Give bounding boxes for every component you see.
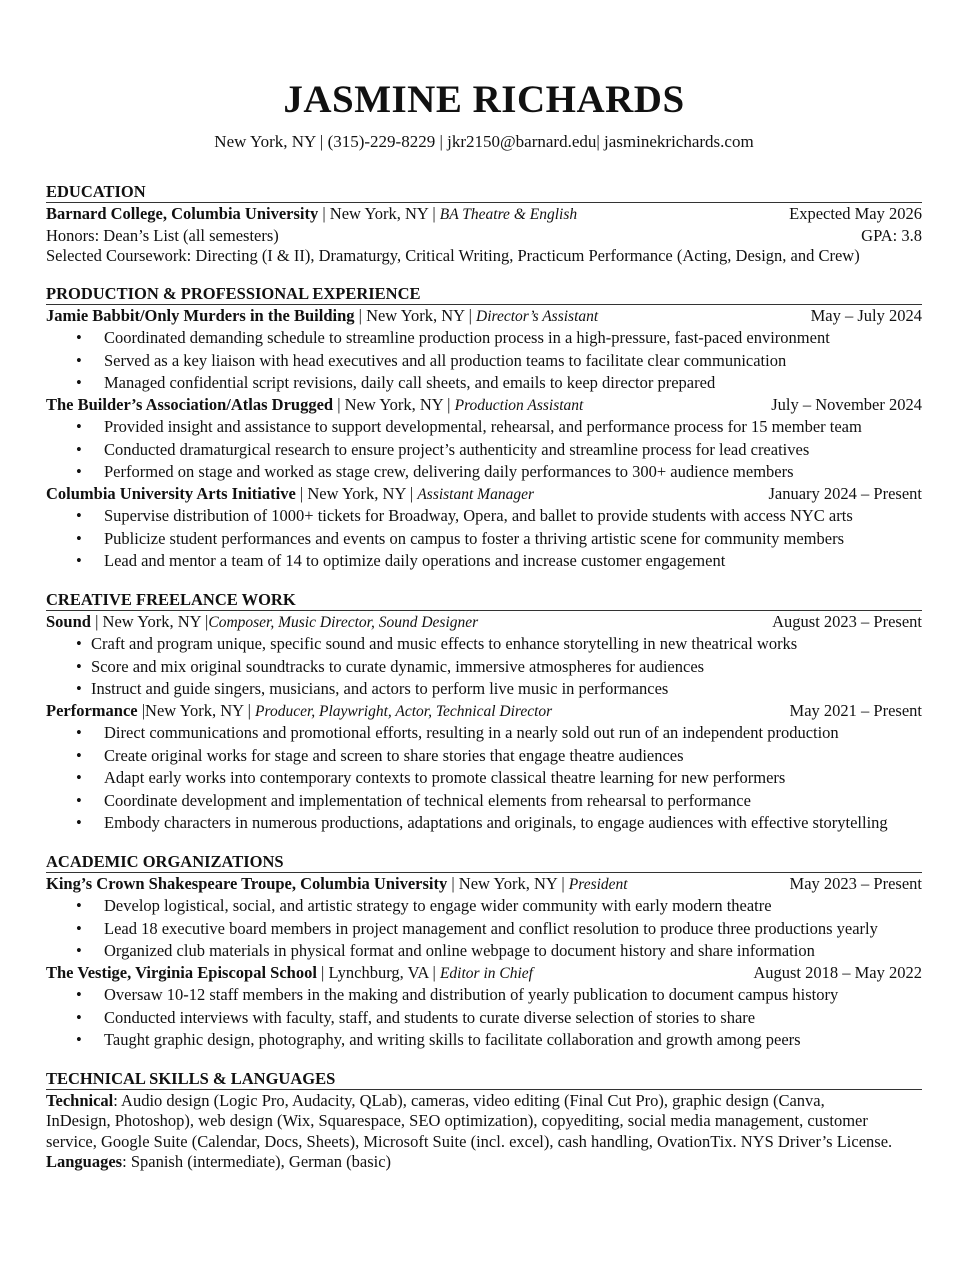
bullet-item: • Adapt early works into contemporary contexts to promote classical theatre learning for new performers: [46, 767, 922, 790]
bullet-item: • Score and mix original soundtracks to curate dynamic, immersive atmospheres for audiences: [46, 656, 922, 679]
bullet-item: • Publicize student performances and events on campus to foster a thriving artistic scene for community members: [46, 528, 922, 551]
bullet-item: • Taught graphic design, photography, and writing skills to facilitate collaboration and growth among peers: [46, 1029, 922, 1052]
candidate-name: JASMINE RICHARDS: [283, 78, 685, 121]
job-date: May 2023 – Present: [789, 873, 922, 893]
job-role: Production Assistant: [454, 396, 584, 414]
job-location: | New York, NY |: [90, 611, 209, 631]
job-role: Editor in Chief: [439, 964, 533, 982]
section-title-skills: TECHNICAL SKILLS & LANGUAGES: [46, 1069, 922, 1090]
job-date: May 2021 – Present: [789, 700, 922, 720]
coursework: Selected Coursework: Directing (I & II), Dramaturgy, Critical Writing, Practicum Performance (Acting, Design, and Crew): [46, 246, 860, 265]
job-org: Performance: [46, 700, 138, 720]
honors-row: [46, 226, 922, 247]
job-header-row: [46, 484, 922, 506]
contact-line: New York, NY | (315)-229-8229 | jkr2150@barnard.edu| jasminekrichards.com: [214, 132, 754, 151]
bullet-item: • Coordinate development and implementation of technical elements from rehearsal to performance: [46, 790, 922, 813]
job-bullets: [46, 633, 922, 701]
languages-line: [46, 1152, 922, 1173]
technical-text-1: : Audio design (Logic Pro, Audacity, QLab), cameras, video editing (Final Cut Pro), graphic design (Canva,: [113, 1090, 825, 1110]
technical-skills-line-1: [46, 1091, 922, 1112]
resume-page: [46, 78, 922, 1173]
bullet-item: • Instruct and guide singers, musicians, and actors to perform live music in performances: [46, 678, 922, 701]
bullet-item: • Craft and program unique, specific sound and music effects to enhance storytelling in new theatrical works: [46, 633, 922, 656]
section-title-freelance: CREATIVE FREELANCE WORK: [46, 590, 922, 611]
freelance-section: [46, 590, 922, 835]
job-org: King’s Crown Shakespeare Troupe, Columbia University: [46, 873, 448, 893]
section-title-education: EDUCATION: [46, 182, 922, 203]
bullet-item: • Organized club materials in physical format and online webpage to document history and share information: [46, 940, 922, 963]
job-org: Columbia University Arts Initiative: [46, 483, 296, 503]
education-header-row: [46, 204, 922, 226]
job-role: Assistant Manager: [417, 485, 534, 503]
bullet-item: • Create original works for stage and screen to share stories that engage theatre audiences: [46, 745, 922, 768]
job-location: | New York, NY |: [354, 305, 477, 325]
languages-label: Languages: [46, 1152, 123, 1171]
job-location: | New York, NY |: [333, 394, 455, 414]
job-org: Sound: [46, 611, 91, 631]
job-location: | New York, NY |: [447, 873, 569, 893]
job-org: The Vestige, Virginia Episcopal School: [46, 962, 317, 982]
honors: Honors: Dean’s List (all semesters): [46, 225, 279, 245]
section-title-academic: ACADEMIC ORGANIZATIONS: [46, 852, 922, 873]
bullet-item: • Conducted interviews with faculty, staff, and students to curate diverse selection of stories to share: [46, 1007, 922, 1030]
bullet-item: • Lead and mentor a team of 14 to optimize daily operations and increase customer engagement: [46, 550, 922, 573]
job-bullets: [46, 722, 922, 835]
job-bullets: [46, 416, 922, 484]
job-org: The Builder’s Association/Atlas Drugged: [46, 394, 334, 414]
school-name: Barnard College, Columbia University: [46, 204, 319, 223]
academic-section: [46, 852, 922, 1052]
job-header-row: [46, 963, 922, 985]
job-location: | Lynchburg, VA |: [316, 962, 440, 982]
job-role: President: [568, 875, 628, 893]
job-date: January 2024 – Present: [768, 483, 922, 503]
education-section: [46, 182, 922, 267]
job-date: August 2018 – May 2022: [753, 962, 922, 982]
job-role: Producer, Playwright, Actor, Technical Director: [255, 702, 553, 720]
bullet-item: • Conducted dramaturgical research to ensure project’s authenticity and streamline process for lead creatives: [46, 439, 922, 462]
job-bullets: [46, 327, 922, 395]
job-bullets: [46, 984, 922, 1052]
technical-skills-line-2: InDesign, Photoshop), web design (Wix, Squarespace, SEO optimization), copyediting, social media management, customer: [46, 1111, 868, 1130]
languages-value: : Spanish (intermediate), German (basic): [122, 1152, 392, 1171]
job-location: |New York, NY |: [137, 700, 256, 720]
bullet-item: • Coordinated demanding schedule to streamline production process in a high-pressure, fast-paced environment: [46, 327, 922, 350]
degree: BA Theatre & English: [439, 206, 578, 223]
bullet-item: • Provided insight and assistance to support developmental, rehearsal, and performance process for 15 member team: [46, 416, 922, 439]
technical-label: Technical: [46, 1090, 114, 1110]
skills-section: [46, 1069, 922, 1173]
job-header-row: [46, 395, 922, 417]
education-date: Expected May 2026: [789, 204, 922, 223]
bullet-item: • Direct communications and promotional efforts, resulting in a nearly sold out run of an independent production: [46, 722, 922, 745]
job-header-row: [46, 874, 922, 896]
job-header-row: [46, 701, 922, 723]
section-title-experience: PRODUCTION & PROFESSIONAL EXPERIENCE: [46, 284, 922, 305]
job-bullets: [46, 895, 922, 963]
job-date: May – July 2024: [810, 305, 922, 325]
gpa: GPA: 3.8: [861, 225, 922, 245]
job-date: August 2023 – Present: [772, 611, 922, 631]
bullet-item: • Embody characters in numerous productions, adaptations and originals, to engage audiences with effective storytelling: [46, 812, 922, 835]
bullet-item: • Develop logistical, social, and artistic strategy to engage wider community with early modern theatre: [46, 895, 922, 918]
experience-section: [46, 284, 922, 573]
technical-skills-line-3: service, Google Suite (Calendar, Docs, Sheets), Microsoft Suite (incl. excel), cash handling, OvationTix. NYS Driver’s License.: [46, 1131, 893, 1151]
school-location: | New York, NY |: [318, 204, 440, 223]
bullet-item: • Oversaw 10-12 staff members in the making and distribution of yearly publication to document campus history: [46, 984, 922, 1007]
job-location: | New York, NY |: [295, 483, 418, 503]
job-bullets: [46, 505, 922, 573]
job-org: Jamie Babbit/Only Murders in the Building: [46, 305, 355, 325]
bullet-item: • Supervise distribution of 1000+ tickets for Broadway, Opera, and ballet to provide students with access NYC arts: [46, 505, 922, 528]
job-role: Director’s Assistant: [476, 307, 599, 325]
job-role: Composer, Music Director, Sound Designer: [208, 613, 479, 631]
job-header-row: [46, 612, 922, 634]
bullet-item: • Served as a key liaison with head executives and all production teams to facilitate clear communication: [46, 350, 922, 373]
bullet-item: • Performed on stage and worked as stage crew, delivering daily performances to 300+ audience members: [46, 461, 922, 484]
job-header-row: [46, 306, 922, 328]
job-date: July – November 2024: [771, 394, 922, 414]
bullet-item: • Lead 18 executive board members in project management and conflict resolution to produce three productions yearly: [46, 918, 922, 941]
bullet-item: • Managed confidential script revisions, daily call sheets, and emails to keep director prepared: [46, 372, 922, 395]
